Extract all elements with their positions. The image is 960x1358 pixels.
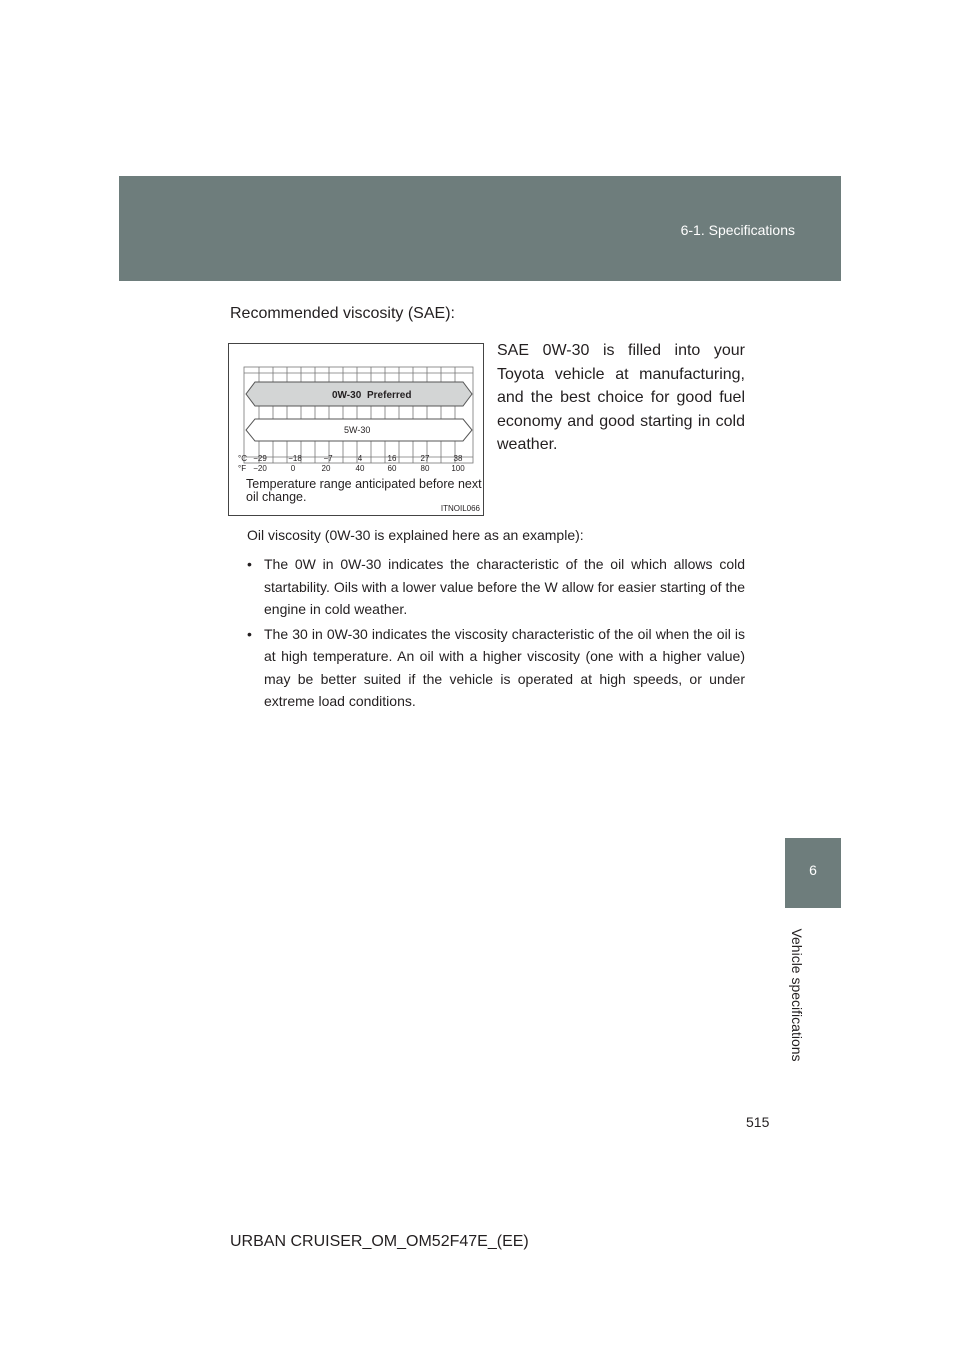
fahrenheit-tick: 80 [420,464,430,473]
celsius-ticks [253,454,463,463]
list-item-text: The 30 in 0W-30 indicates the viscosity characteristic of the oil when the oil is at high temperature. An oil with a higher viscosity (one with a higher value) may be better suited if the vehicle is operated at high speeds, or under extreme load conditions. [264,625,745,709]
list-item-text: The 0W in 0W-30 indicates the characteristic of the oil which allows cold startability. Oils with a lower value before the W allow for easier starting of the engine in cold weather. [264,556,745,617]
fahrenheit-tick: −20 [253,464,267,473]
bullet-icon: • [247,625,252,642]
viscosity-note: Oil viscosity (0W-30 is explained here as an example): [247,527,584,543]
chapter-label: Vehicle specifications [789,928,805,1062]
celsius-tick: −18 [288,454,302,463]
secondary-grade-label: 5W-30 [344,425,371,435]
celsius-tick: −29 [253,454,267,463]
celsius-tick: −7 [323,454,333,463]
fahrenheit-tick: 60 [387,464,397,473]
fahrenheit-tick: 20 [321,464,331,473]
explanation-list [247,553,745,715]
fahrenheit-unit: °F [238,464,247,473]
preferred-label: Preferred [367,390,412,401]
section-title: 6-1. Specifications [680,222,795,238]
celsius-tick: 4 [357,454,363,463]
figure-code: ITNOIL066 [440,504,480,513]
fahrenheit-tick: 100 [451,464,465,473]
preferred-grade-label: 0W-30 [332,390,362,401]
fahrenheit-tick: 0 [290,464,296,473]
bullet-icon: • [247,556,252,572]
fahrenheit-ticks [253,464,465,473]
section-heading: Recommended viscosity (SAE): [230,305,455,322]
figure-caption: Temperature range anticipated before next oil change. [246,477,482,504]
celsius-tick: 38 [453,454,463,463]
intro-paragraph: SAE 0W-30 is filled into your Toyota vehicle at manufacturing, and the best choice for good fuel economy and good starting in cold weather. [497,342,745,453]
list-item [247,623,745,713]
viscosity-figure [228,343,484,516]
chart-grid [244,367,473,463]
chapter-number: 6 [809,862,817,878]
celsius-unit: °C [238,454,247,463]
document-id: URBAN CRUISER_OM_OM52F47E_(EE) [230,1233,529,1250]
list-item [247,553,745,621]
fahrenheit-tick: 40 [355,464,365,473]
page-number: 515 [746,1114,770,1130]
chapter-tab [785,838,841,908]
celsius-tick: 27 [420,454,430,463]
header-band [119,176,841,281]
celsius-tick: 16 [387,454,397,463]
